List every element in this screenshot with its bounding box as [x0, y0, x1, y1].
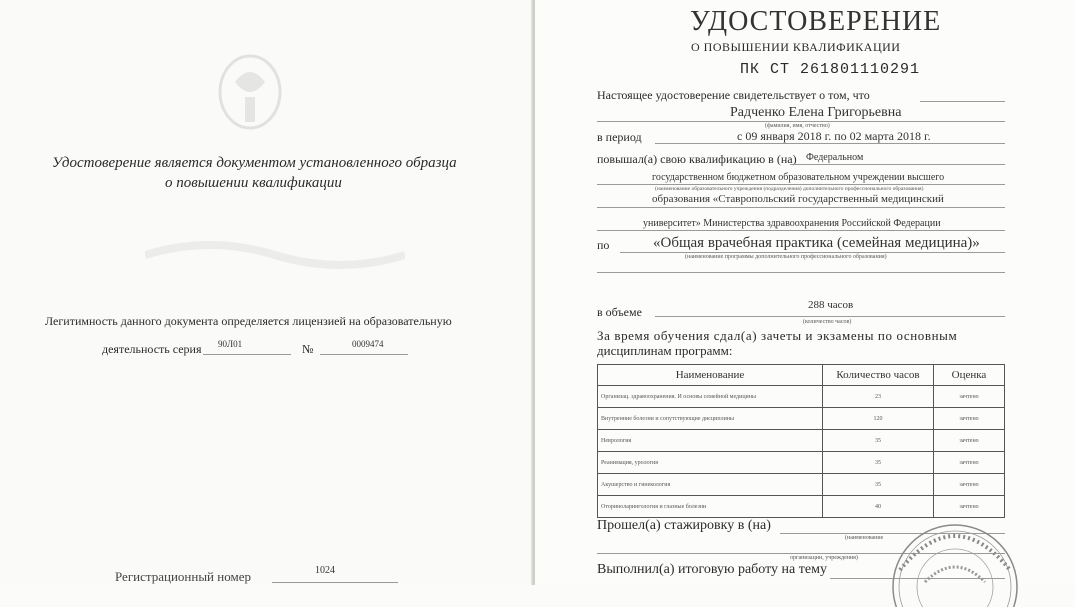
discipline-grade: зачтено	[934, 386, 1005, 408]
license-series: 90Л01	[218, 339, 243, 349]
exams-line-2: дисциплинам программ:	[597, 343, 733, 358]
column-header-grade: Оценка	[934, 365, 1005, 386]
reg-label: Регистрационный номер	[115, 569, 251, 584]
full-name: Радченко Елена Григорьевна	[730, 105, 902, 120]
certifies-underline	[920, 101, 1005, 102]
discipline-hours: 23	[823, 386, 934, 408]
certificate-number: ПК СТ 261801110291	[740, 61, 921, 78]
internship-label: Прошел(а) стажировку в (на)	[597, 518, 771, 533]
column-header-name: Наименование	[598, 365, 823, 386]
table-row	[598, 474, 1005, 496]
inst-underline-2	[597, 184, 1005, 185]
discipline-hours: 35	[823, 452, 934, 474]
name-caption: (фамилия, имя, отчество)	[765, 123, 830, 129]
discipline-hours: 40	[823, 496, 934, 518]
discipline-name: Неврология	[598, 430, 823, 452]
column-header-hours: Количество часов	[823, 365, 934, 386]
document-subtitle: О ПОВЫШЕНИИ КВАЛИФИКАЦИИ	[691, 40, 901, 54]
series-underline	[203, 354, 291, 355]
emblem-watermark	[215, 52, 285, 132]
volume-label: в объеме	[597, 305, 642, 319]
table-row	[598, 452, 1005, 474]
discipline-grade: зачтено	[934, 430, 1005, 452]
org-caption: организации, учреждения)	[790, 555, 858, 561]
period-label: в период	[597, 130, 642, 144]
program-extra-line	[597, 272, 1005, 273]
discipline-hours: 120	[823, 408, 934, 430]
disciplines-table	[597, 364, 1005, 518]
inst-underline-3	[597, 207, 1005, 208]
discipline-grade: зачтено	[934, 452, 1005, 474]
inst-underline-4	[597, 230, 1005, 231]
discipline-hours: 35	[823, 430, 934, 452]
program-value: «Общая врачебная практика (семейная медицина)»	[653, 235, 980, 251]
program-label: по	[597, 238, 610, 252]
inst-underline-1	[790, 164, 1005, 165]
table-row	[598, 430, 1005, 452]
institution-caption: (наименование образовательного учреждения (подразделения) дополнительного профессионального образования)	[655, 186, 924, 192]
discipline-name: Реанимация, урология	[598, 452, 823, 474]
volume-underline	[655, 316, 1005, 317]
period-value: с 09 января 2018 г. по 02 марта 2018 г.	[737, 129, 931, 143]
qualified-label: повышал(а) свою квалификацию в (на)	[597, 152, 797, 166]
legitimacy-text: Легитимность данного документа определяется лицензией на образовательную	[45, 314, 452, 328]
volume-caption: (количество часов)	[803, 319, 852, 325]
volume-value: 288 часов	[808, 299, 854, 311]
table-row	[598, 386, 1005, 408]
round-seal-stamp	[880, 512, 1030, 607]
program-caption: (наименование программы дополнительного профессионального образования)	[685, 254, 887, 260]
discipline-name: Организац. здравоохранения. И основы семейной медицины	[598, 386, 823, 408]
discipline-grade: зачтено	[934, 496, 1005, 518]
pattern-watermark	[145, 235, 405, 275]
certifies-text: Настоящее удостоверение свидетельствует о том, что	[597, 88, 870, 102]
table-row	[598, 408, 1005, 430]
statement-line-1: Удостоверение является документом установленного образца	[52, 155, 457, 171]
name-underline	[597, 121, 1005, 122]
institution-line-3: образования «Ставропольский государственный медицинский	[652, 193, 944, 205]
document-title: УДОСТОВЕРЕНИЕ	[690, 6, 942, 37]
discipline-grade: зачтено	[934, 408, 1005, 430]
discipline-name: Акушерство и гинекология	[598, 474, 823, 496]
program-underline	[620, 252, 1005, 253]
discipline-hours: 35	[823, 474, 934, 496]
reg-underline	[272, 582, 398, 583]
reg-number: 1024	[315, 565, 335, 576]
institution-line-1: Федеральном	[806, 152, 864, 163]
discipline-grade: зачтено	[934, 474, 1005, 496]
discipline-name: Оторинолaрингология и глазные болезни	[598, 496, 823, 518]
discipline-name: Внутренние болезни и сопутствующие дисциплины	[598, 408, 823, 430]
internship-caption: (наименование	[845, 535, 884, 541]
institution-line-4: университет» Министерства здравоохранения Российской Федерации	[643, 218, 941, 229]
activity-label: деятельность серия	[102, 342, 202, 356]
number-underline	[320, 354, 408, 355]
table-header-row	[598, 365, 1005, 386]
number-sign: №	[302, 342, 314, 356]
statement-line-2: о повышении квалификации	[165, 175, 342, 191]
left-page	[0, 0, 535, 585]
exams-line-1: За время обучения сдал(а) зачеты и экзамены по основным	[597, 328, 958, 343]
period-underline	[655, 143, 1005, 144]
institution-line-2: государственном бюджетном образовательном учреждении высшего	[652, 172, 945, 183]
final-work-label: Выполнил(а) итоговую работу на тему	[597, 562, 827, 577]
license-number: 0009474	[352, 339, 384, 349]
